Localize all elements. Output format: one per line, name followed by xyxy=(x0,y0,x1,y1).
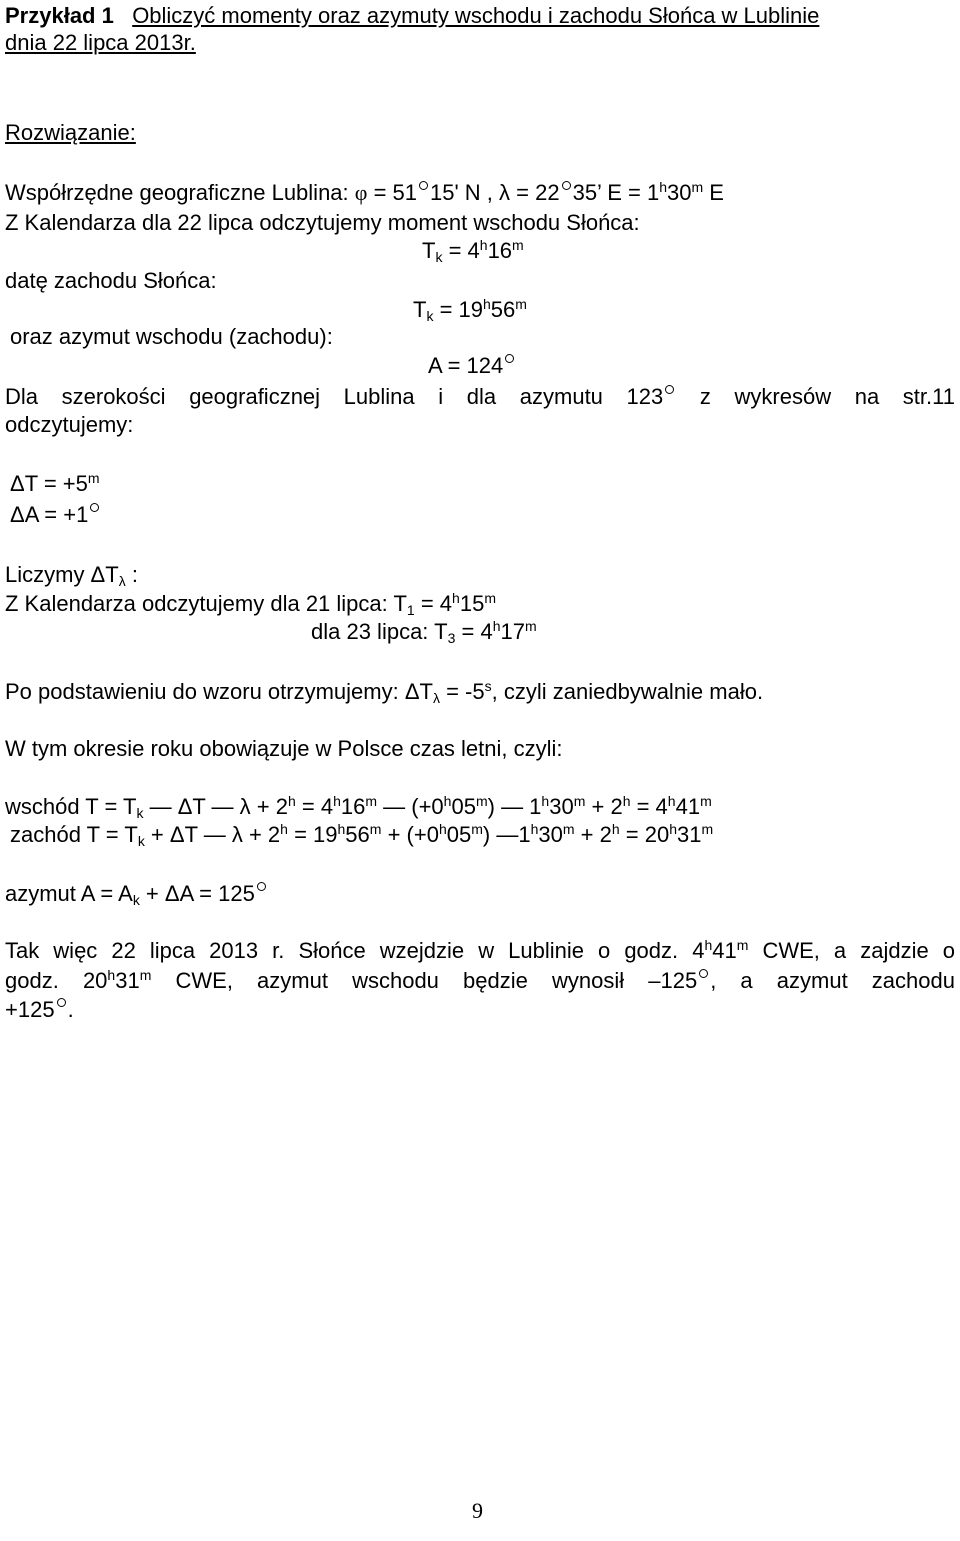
conclusion-line1 xyxy=(5,938,955,964)
minute-sup: m xyxy=(701,821,714,837)
lambda-sub: λ xyxy=(432,690,440,706)
coords-text: 15' N , λ = 22 xyxy=(430,180,560,205)
t1-text: Z Kalendarza odczytujemy dla 21 lipca: T xyxy=(5,591,407,616)
hour-sup: h xyxy=(492,618,501,634)
page-number xyxy=(472,1498,483,1524)
t3-line xyxy=(311,619,537,645)
example-header xyxy=(5,3,819,29)
k-sub: k xyxy=(426,308,434,324)
podstawienie-text: = -5 xyxy=(439,679,485,704)
hour-sup: h xyxy=(659,179,668,195)
page-number-text: 9 xyxy=(472,1498,483,1523)
minute-sup: m xyxy=(524,618,537,634)
coords-text: = 51 xyxy=(367,180,418,205)
k-sub: k xyxy=(132,892,140,908)
hour-sup: h xyxy=(530,821,539,837)
coordinates-line xyxy=(5,180,724,206)
formula-text: 31 xyxy=(676,822,702,847)
k-sub: k xyxy=(435,249,443,265)
minute-sup: m xyxy=(365,793,378,809)
formula-text: = 19 xyxy=(287,822,338,847)
conclusion-text: godz. 20 xyxy=(5,968,108,993)
minute-sup: m xyxy=(369,821,382,837)
calendar-line xyxy=(5,210,640,236)
delta-t-line xyxy=(10,471,100,497)
formula-text: ) — 1 xyxy=(487,794,542,819)
t3-text: 17 xyxy=(500,619,525,644)
conclusion-text: 41 xyxy=(712,938,737,963)
hour-sup: h xyxy=(622,793,631,809)
minute-sup: m xyxy=(512,237,524,253)
hour-sup: h xyxy=(452,590,460,606)
azimuth-label: oraz azymut wschodu (zachodu): xyxy=(10,324,333,349)
t-symbol: T xyxy=(413,297,427,322)
second-sup: s xyxy=(484,678,492,694)
conclusion-text: CWE, a zajdzie o xyxy=(748,938,955,963)
task-statement-line1: Obliczyć momenty oraz azymuty wschodu i zachodu Słońca w Lublinie xyxy=(132,3,820,28)
minute-sup: m xyxy=(515,296,527,312)
solution-heading: Rozwiązanie: xyxy=(5,120,136,145)
conclusion-text: 31 xyxy=(115,968,140,993)
formula-text: 05 xyxy=(451,794,476,819)
formula-text: 05 xyxy=(446,822,472,847)
podstawienie-text: Po podstawieniu do wzoru otrzymujemy: ΔT xyxy=(5,679,433,704)
conclusion-text: , a azymut zachodu xyxy=(710,968,955,993)
k-sub: k xyxy=(136,805,144,821)
formula-text: ) —1 xyxy=(482,822,531,847)
delta-a-line xyxy=(10,502,101,528)
k-sub: k xyxy=(137,833,145,849)
t3-text: dla 23 lipca: T xyxy=(311,619,448,644)
hour-sup: h xyxy=(443,793,452,809)
coords-text: Współrzędne geograficzne Lublina: xyxy=(5,180,355,205)
azimuth-value-line xyxy=(428,353,516,379)
formula-text: = 20 xyxy=(619,822,670,847)
delta-t-text: ΔT = +5 xyxy=(10,471,88,496)
hour-sup: h xyxy=(479,237,488,253)
podstawienie-line xyxy=(5,679,763,705)
formula-text: + 2 xyxy=(585,794,623,819)
latitude-line2 xyxy=(5,412,133,438)
azimuth-value: A = 124 xyxy=(428,353,504,378)
t1-text: 15 xyxy=(459,591,485,616)
formula-text: + 2 xyxy=(574,822,612,847)
azimuth-final-line xyxy=(5,881,268,907)
degree-symbol xyxy=(419,181,428,190)
minute-sup: m xyxy=(475,793,488,809)
formula-text: + ΔT — λ + 2 xyxy=(144,822,281,847)
latitude-line1 xyxy=(5,384,955,410)
solution-heading-row xyxy=(5,120,136,146)
degree-symbol xyxy=(562,181,571,190)
t1-line xyxy=(5,591,496,617)
value-text: 16 xyxy=(487,238,513,263)
lambda-sub: λ xyxy=(118,573,126,589)
azimuth-final-text: + ΔA = 125 xyxy=(139,881,255,906)
liczymy-line xyxy=(5,562,138,588)
conclusion-line2 xyxy=(5,968,955,994)
sunrise-formula xyxy=(5,794,712,820)
hour-sup: h xyxy=(669,821,677,837)
hour-sup: h xyxy=(107,967,116,983)
conclusion-line3 xyxy=(5,997,74,1023)
podstawienie-text: , czyli zaniedbywalnie mało. xyxy=(491,679,764,704)
conclusion-text: . xyxy=(67,997,74,1022)
azimuth-final-text: azymut A = A xyxy=(5,881,133,906)
formula-text: — ΔT — λ + 2 xyxy=(143,794,288,819)
formula-text: + (+0 xyxy=(381,822,439,847)
latitude-text: odczytujemy: xyxy=(5,412,134,437)
hour-sup: h xyxy=(704,937,713,953)
minute-sup: m xyxy=(87,470,100,486)
example-label: Przykład 1 xyxy=(5,3,114,28)
task-statement-line2: dnia 22 lipca 2013r. xyxy=(5,30,196,55)
phi-symbol: φ xyxy=(354,180,368,205)
hour-sup: h xyxy=(611,821,620,837)
index-sub: 3 xyxy=(447,630,456,646)
minute-sup: m xyxy=(691,179,704,195)
sunrise-value xyxy=(422,238,524,264)
azimuth-label-line xyxy=(10,324,333,350)
coords-text: 35’ E = 1 xyxy=(572,180,660,205)
value-text: 56 xyxy=(490,297,516,322)
hour-sup: h xyxy=(333,793,341,809)
formula-text: 56 xyxy=(345,822,370,847)
hour-sup: h xyxy=(483,296,491,312)
hour-sup: h xyxy=(438,821,447,837)
minute-sup: m xyxy=(484,590,496,606)
sunset-formula xyxy=(10,822,713,848)
calendar-text: Z Kalendarza dla 22 lipca odczytujemy moment wschodu Słońca: xyxy=(5,210,640,235)
degree-symbol xyxy=(699,969,708,978)
value-text: = 4 xyxy=(442,238,480,263)
formula-text: 41 xyxy=(675,794,701,819)
formula-text: = 4 xyxy=(630,794,668,819)
liczymy-text: : xyxy=(125,562,138,587)
t1-text: = 4 xyxy=(414,591,453,616)
sunset-label-line xyxy=(5,268,217,294)
conclusion-text: Tak więc 22 lipca 2013 r. Słońce wzejdzie w Lublinie o godz. 4 xyxy=(5,938,705,963)
conclusion-text: +125 xyxy=(5,997,55,1022)
t3-text: = 4 xyxy=(455,619,493,644)
minute-sup: m xyxy=(736,937,749,953)
summer-time-text: W tym okresie roku obowiązuje w Polsce czas letni, czyli: xyxy=(5,736,563,761)
formula-text: 30 xyxy=(549,794,574,819)
hour-sup: h xyxy=(667,793,676,809)
degree-symbol xyxy=(665,385,674,394)
formula-text: zachód T = T xyxy=(10,822,138,847)
coords-text: 30 xyxy=(667,180,692,205)
minute-sup: m xyxy=(700,793,712,809)
latitude-text: Dla szerokości geograficznej Lublina i dla azymutu 123 xyxy=(5,384,664,409)
degree-symbol xyxy=(505,354,514,363)
formula-text: wschód T = T xyxy=(5,794,137,819)
minute-sup: m xyxy=(139,967,152,983)
t-symbol: T xyxy=(422,238,436,263)
coords-text: E xyxy=(703,180,724,205)
hour-sup: h xyxy=(541,793,550,809)
delta-a-text: ΔA = +1 xyxy=(10,502,89,527)
liczymy-text: Liczymy ΔT xyxy=(5,562,119,587)
formula-text: = 4 xyxy=(295,794,334,819)
formula-text: 16 xyxy=(340,794,366,819)
value-text: = 19 xyxy=(433,297,483,322)
minute-sup: m xyxy=(562,821,575,837)
index-sub: 1 xyxy=(406,602,415,618)
minute-sup: m xyxy=(471,821,483,837)
latitude-text: z wykresów na str.11 xyxy=(676,384,955,409)
formula-text: 30 xyxy=(538,822,563,847)
degree-symbol xyxy=(257,882,266,891)
formula-text: — (+0 xyxy=(377,794,444,819)
degree-symbol xyxy=(57,998,66,1007)
minute-sup: m xyxy=(573,793,586,809)
conclusion-text: CWE, azymut wschodu będzie wynosił –125 xyxy=(151,968,698,993)
sunset-label: datę zachodu Słońca: xyxy=(5,268,217,293)
hour-sup: h xyxy=(280,821,288,837)
sunset-value xyxy=(413,297,527,323)
summer-time-line xyxy=(5,736,563,762)
degree-symbol xyxy=(90,503,99,512)
task-statement-line2-row xyxy=(5,30,196,56)
hour-sup: h xyxy=(287,793,296,809)
hour-sup: h xyxy=(337,821,346,837)
